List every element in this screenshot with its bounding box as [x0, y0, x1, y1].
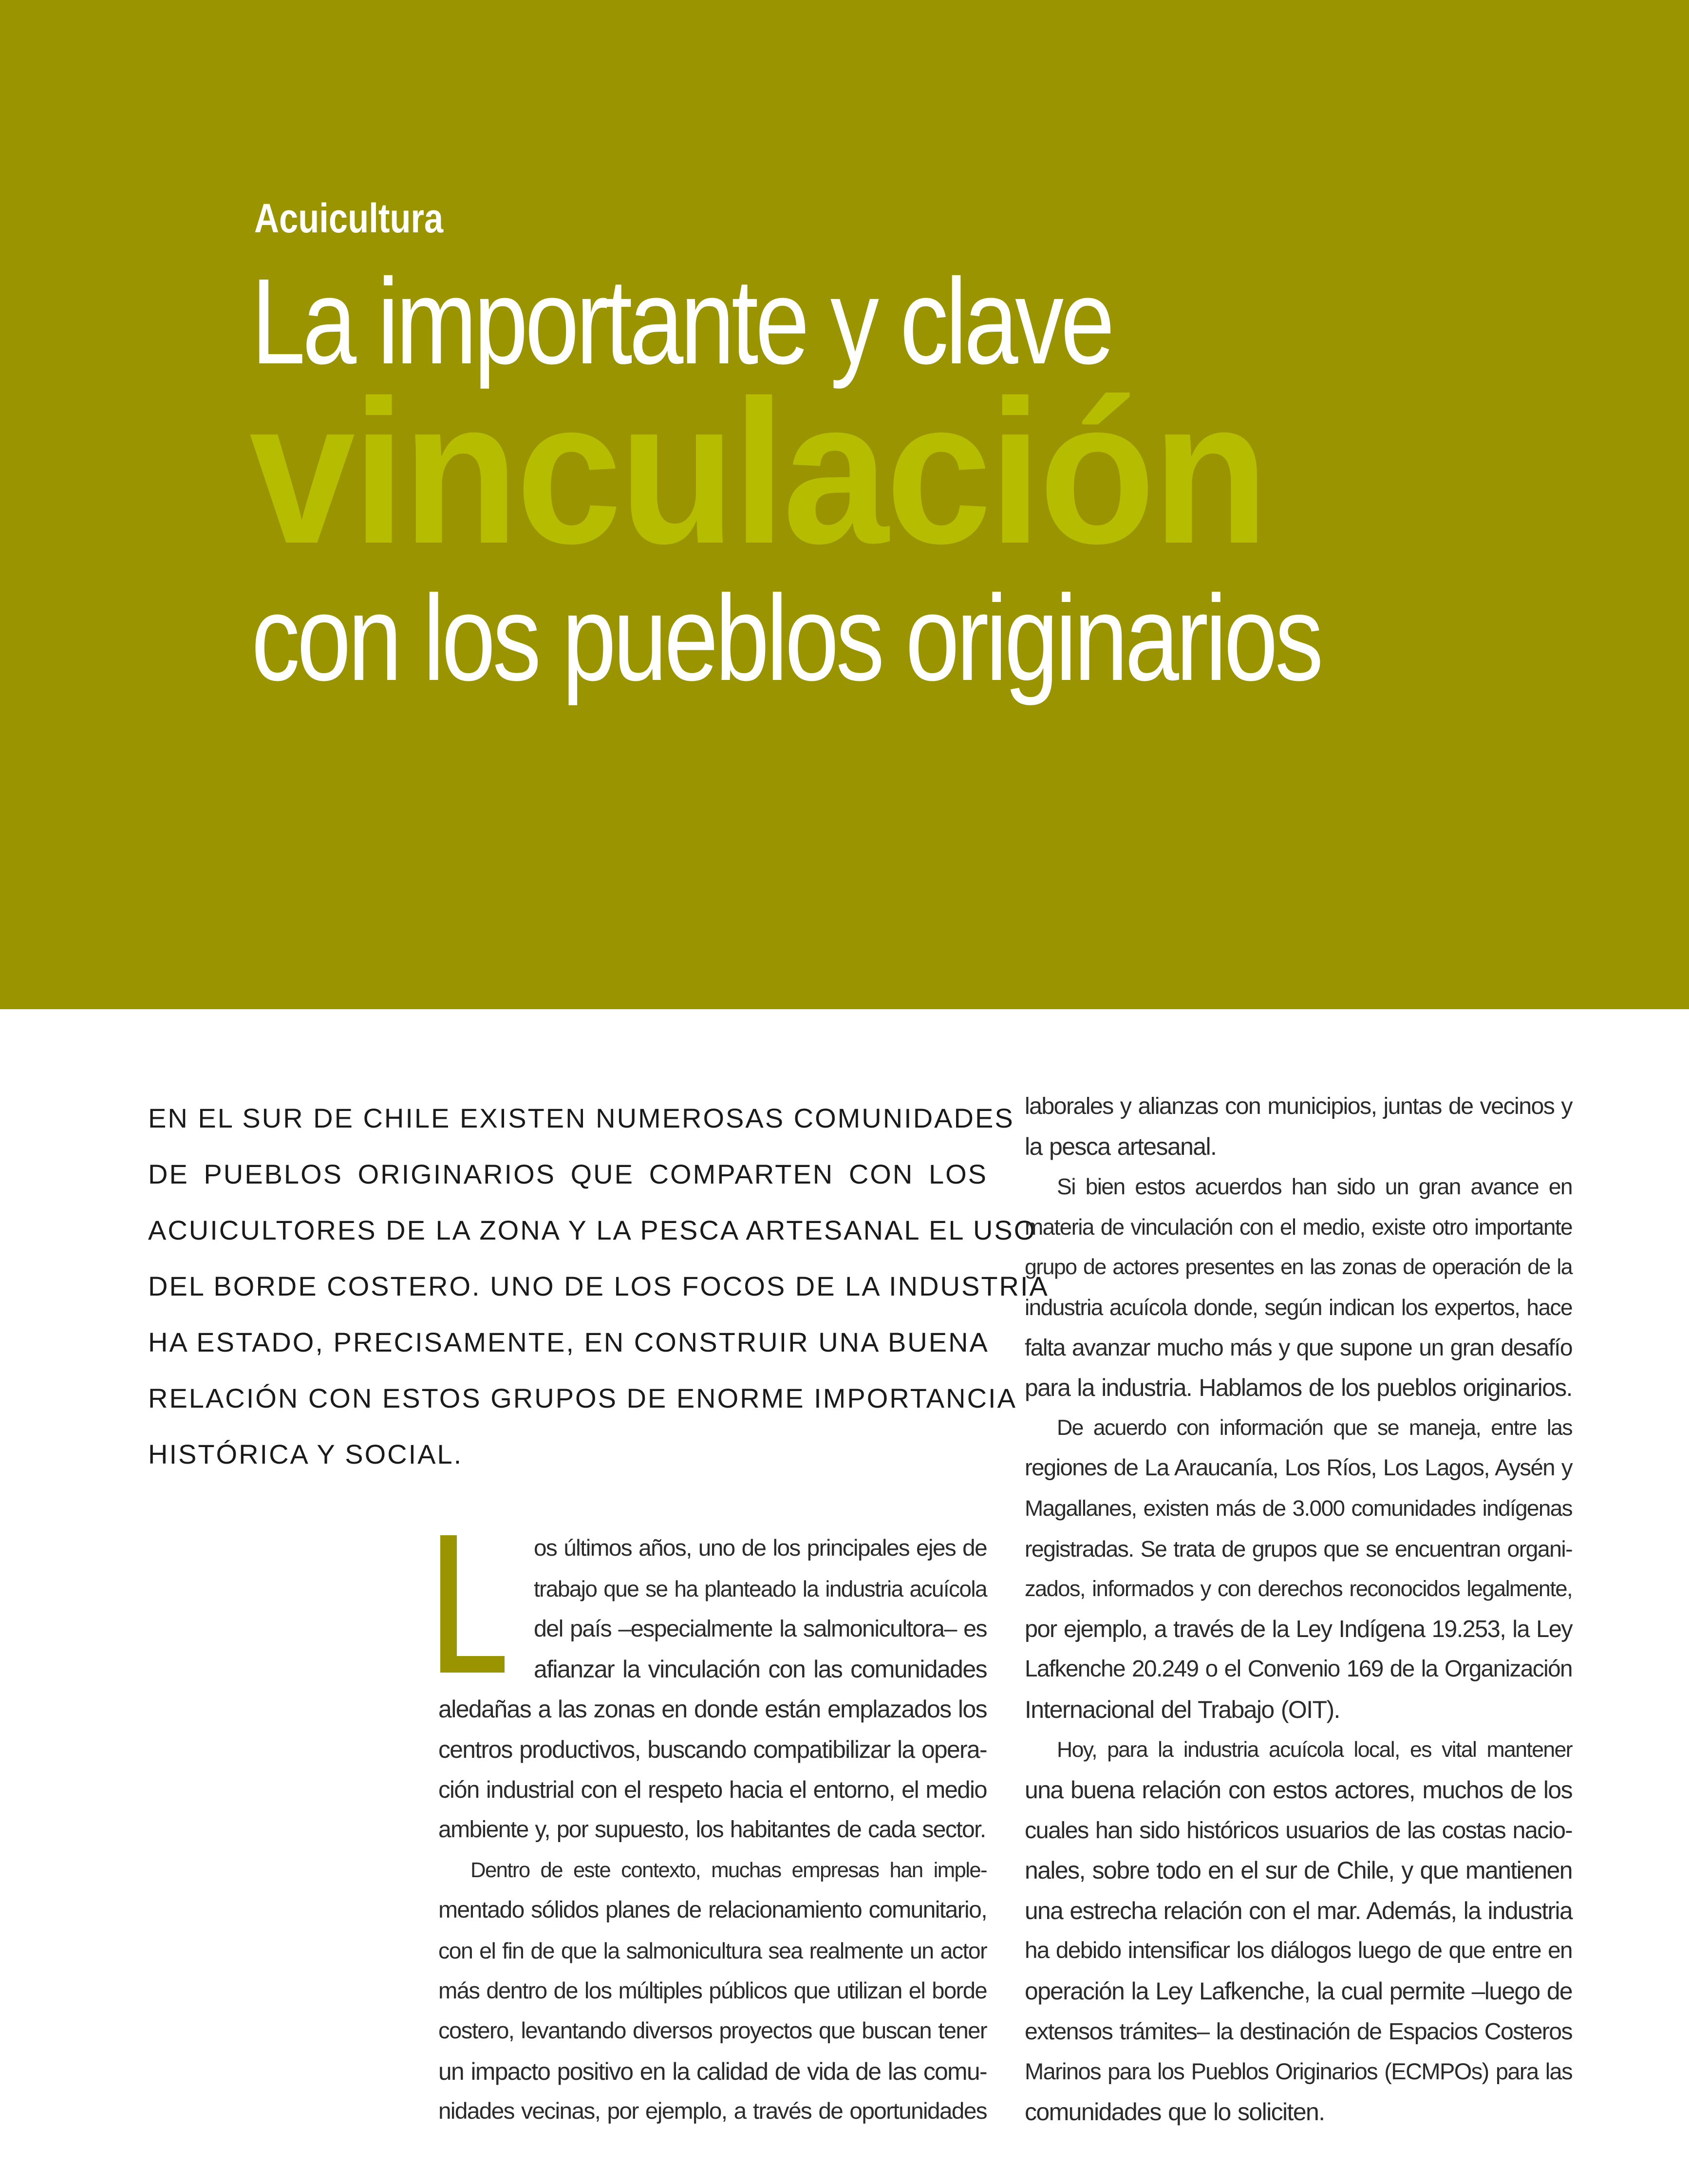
body-line: Hoy, para la industria acuícola local, es vital mantener: [1057, 1737, 1572, 1762]
body-line: laborales y alianzas con municipios, juntas de vecinos y: [1025, 1093, 1572, 1119]
body-line: costero, levantando diversos proyectos que buscan tener: [438, 2018, 987, 2044]
body-line: por ejemplo, a través de la Ley Indígena 19.253, la Ley: [1025, 1616, 1572, 1642]
body-line: zados, informados y con derechos reconocidos legalmente,: [1025, 1576, 1572, 1601]
body-line: ambiente y, por supuesto, los habitantes de cada sector.: [438, 1817, 986, 1843]
body-line: Marinos para los Pueblos Originarios (ECMPOs) para las: [1025, 2058, 1572, 2085]
body-line: Dentro de este contexto, muchas empresas han imple-: [470, 1858, 987, 1882]
body-line: falta avanzar mucho más y que supone un gran desafío: [1025, 1334, 1572, 1361]
intro-line: HA ESTADO, PRECISAMENTE, EN CONSTRUIR UNA BUENA: [148, 1327, 989, 1357]
paragraph-4: [1025, 1408, 1572, 1730]
body-line: Lafkenche 20.249 o el Convenio 169 de la Organización: [1025, 1656, 1572, 1682]
body-line: aledañas a las zonas en donde están emplazados los: [438, 1695, 987, 1723]
drop-cap: [438, 1528, 507, 1675]
intro-line: DEL BORDE COSTERO. UNO DE LOS FOCOS DE LA INDUSTRIA: [148, 1271, 1049, 1301]
body-line: os últimos años, uno de los principales ejes de: [534, 1535, 987, 1561]
body-line: nidades vecinas, por ejemplo, a través de oportunidades: [438, 2098, 987, 2125]
body-line: Internacional del Trabajo (OIT).: [1025, 1695, 1340, 1723]
body-line: con el fin de que la salmonicultura sea realmente un actor: [438, 1938, 987, 1963]
paragraph-5: [1025, 1730, 1572, 2132]
header-banner: [0, 0, 1689, 1009]
body-line: del país –especialmente la salmonicultora– es: [534, 1616, 987, 1642]
body-line: extensos trámites– la destinación de Espacios Costeros: [1025, 2018, 1572, 2045]
body-line: grupo de actores presentes en las zonas de operación de la: [1025, 1255, 1572, 1280]
body-line: centros productivos, buscando compatibilizar la opera-: [438, 1735, 987, 1763]
body-line: la pesca artesanal.: [1025, 1132, 1217, 1160]
paragraph-2: [438, 1850, 987, 2132]
body-line: De acuerdo con información que se maneja, entre las: [1057, 1415, 1572, 1440]
intro-line: RELACIÓN CON ESTOS GRUPOS DE ENORME IMPORTANCIA: [148, 1383, 1017, 1413]
body-line: afianzar la vinculación con las comunidades: [534, 1655, 987, 1683]
title-line-1: La importante y clave: [251, 253, 1112, 389]
body-line: operación la Ley Lafkenche, la cual permite –luego de: [1025, 1977, 1572, 2005]
body-line: trabajo que se ha planteado la industria acuícola: [534, 1576, 987, 1601]
body-line: materia de vinculación con el medio, existe otro importante: [1025, 1214, 1572, 1240]
intro-line: HISTÓRICA Y SOCIAL.: [148, 1439, 463, 1469]
drop-cap-letter: [438, 1528, 439, 1529]
body-line: nales, sobre todo en el sur de Chile, y que mantienen: [1025, 1857, 1572, 1884]
body-line: ha debido intensificar los diálogos luego de que entre en: [1025, 1938, 1572, 1964]
body-line: Si bien estos acuerdos han sido un gran avance en: [1057, 1174, 1572, 1200]
intro-line: EN EL SUR DE CHILE EXISTEN NUMEROSAS COMUNIDADES: [148, 1103, 1014, 1133]
paragraph-1-continued: [438, 1689, 987, 1850]
body-line: más dentro de los múltiples públicos que utilizan el borde: [438, 1977, 987, 2004]
intro-line: DE PUEBLOS ORIGINARIOS QUE COMPARTEN CON LOS: [148, 1159, 988, 1189]
intro-lead-paragraph: [148, 1090, 1049, 1482]
dropcap-paragraph-lines: [534, 1528, 987, 1689]
body-line: registradas. Se trata de grupos que se encuentran organi-: [1025, 1536, 1572, 1562]
body-line: comunidades que lo soliciten.: [1025, 2098, 1325, 2126]
body-line: una buena relación con estos actores, muchos de los: [1025, 1776, 1572, 1804]
paragraph-2-continued: [1025, 1086, 1572, 1167]
body-line: cuales han sido históricos usuarios de las costas nacio-: [1025, 1817, 1572, 1844]
intro-line: ACUICULTORES DE LA ZONA Y LA PESCA ARTESANAL EL USO: [148, 1215, 1037, 1245]
paragraph-3: [1025, 1167, 1572, 1408]
section-label: Acuicultura: [254, 195, 444, 241]
body-line: industria acuícola donde, según indican los expertos, hace: [1025, 1294, 1572, 1320]
body-line: una estrecha relación con el mar. Además, la industria: [1025, 1897, 1572, 1924]
body-line: ción industrial con el respeto hacia el entorno, el medio: [438, 1776, 987, 1803]
article-column-right: [1025, 1086, 1572, 2132]
body-line: un impacto positivo en la calidad de vida de las comu-: [438, 2057, 987, 2085]
body-line: regiones de La Araucanía, Los Ríos, Los Lagos, Aysén y: [1025, 1455, 1572, 1481]
body-line: mentado sólidos planes de relacionamiento comunitario,: [438, 1897, 987, 1923]
body-line: para la industria. Hablamos de los pueblos originarios.: [1025, 1374, 1572, 1402]
title-line-3: con los pueblos originarios: [251, 570, 1321, 706]
body-line: Magallanes, existen más de 3.000 comunidades indígenas: [1025, 1495, 1572, 1521]
title-keyword: vinculación: [249, 358, 1266, 586]
